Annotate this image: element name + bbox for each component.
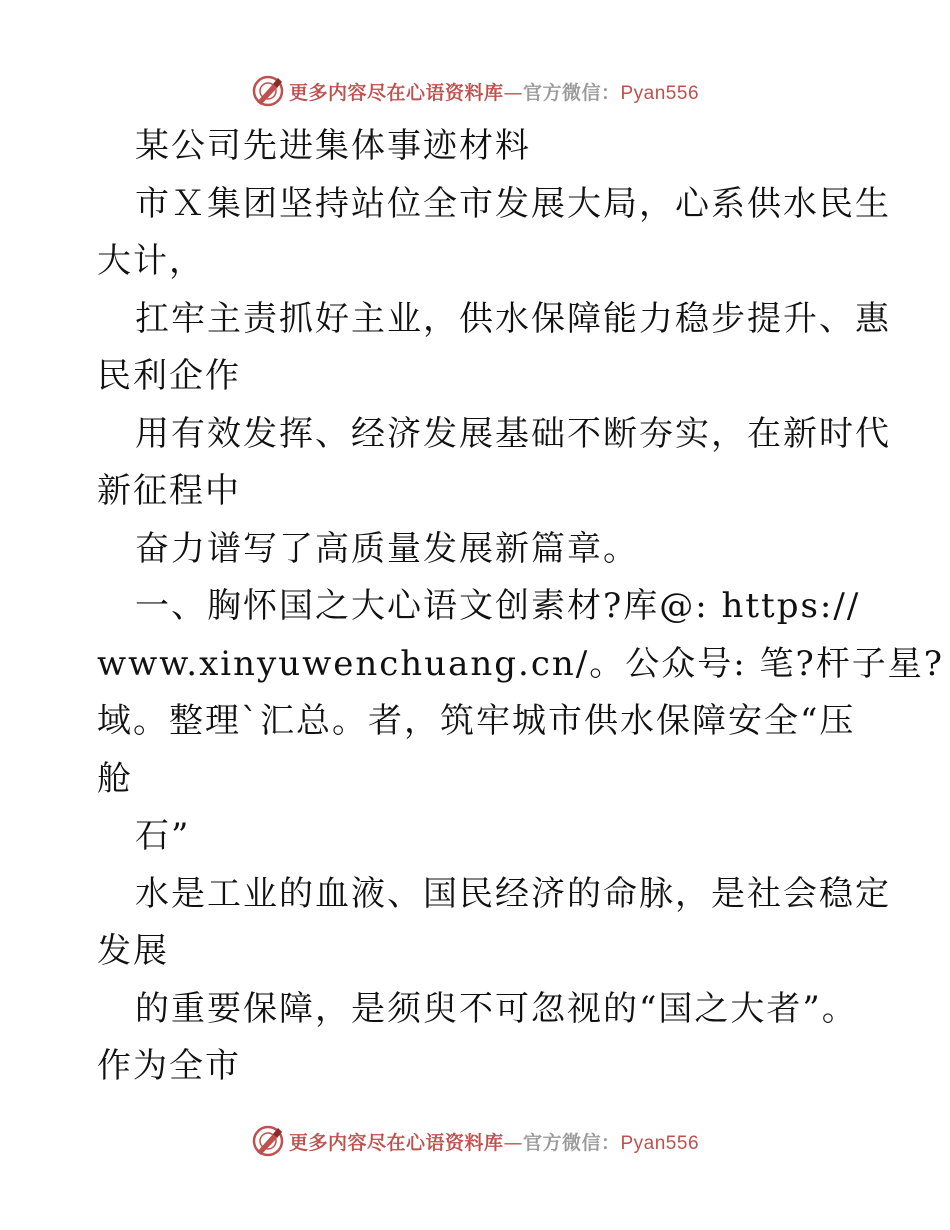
text-line: 石”	[135, 816, 191, 856]
text-line: 民利企作	[97, 356, 241, 396]
text-line: 用有效发挥、经济发展基础不断夯实，在新时代	[135, 413, 891, 454]
pen-logo-icon	[251, 1124, 285, 1158]
text-line: 市Ｘ集团坚持站位全市发展大局，心系供水民生	[135, 183, 891, 224]
text-line: 某公司先进集体事迹材料	[135, 126, 531, 166]
text-line: 的重要保障，是须臾不可忽视的“国之大者”。	[135, 988, 858, 1029]
watermark-wechat-id: Pyan556	[620, 1132, 700, 1154]
text-line: 舱	[97, 758, 133, 799]
text-line: 水是工业的血液、国民经济的命脉，是社会稳定	[135, 873, 891, 914]
watermark-text	[289, 78, 699, 105]
document-body	[97, 118, 944, 1096]
watermark-main-text: 更多内容尽在心语资料库	[288, 1131, 504, 1154]
footer-watermark-banner	[0, 1121, 950, 1161]
text-line: 发展	[97, 931, 169, 971]
watermark-main-text: 更多内容尽在心语资料库	[288, 81, 504, 104]
text-line: 奋力谱写了高质量发展新篇章。	[135, 528, 639, 569]
text-line: 新征程中	[97, 471, 241, 511]
text-line: 作为全市	[97, 1046, 241, 1086]
text-line: 扛牢主责抓好主业，供水保障能力稳步提升、惠	[135, 298, 891, 339]
watermark-label: 官方微信：	[522, 1131, 621, 1154]
text-line: 大计，	[97, 241, 205, 281]
watermark-text	[289, 1128, 699, 1155]
watermark-dash: —	[503, 81, 523, 104]
text-line: www.xinyuwenchuang.cn/。公众号: 笔?杆子星?	[97, 643, 944, 684]
text-line: 一、胸怀国之大心语文创素材?库@: https://	[135, 586, 861, 626]
watermark-dash: —	[503, 1131, 523, 1154]
pen-logo-icon	[251, 74, 285, 108]
watermark-wechat-id: Pyan556	[620, 82, 700, 104]
text-line: 域。整理`汇总。者，筑牢城市供水保障安全“压	[97, 701, 856, 741]
header-watermark-banner	[0, 71, 950, 111]
watermark-label: 官方微信：	[522, 81, 621, 104]
